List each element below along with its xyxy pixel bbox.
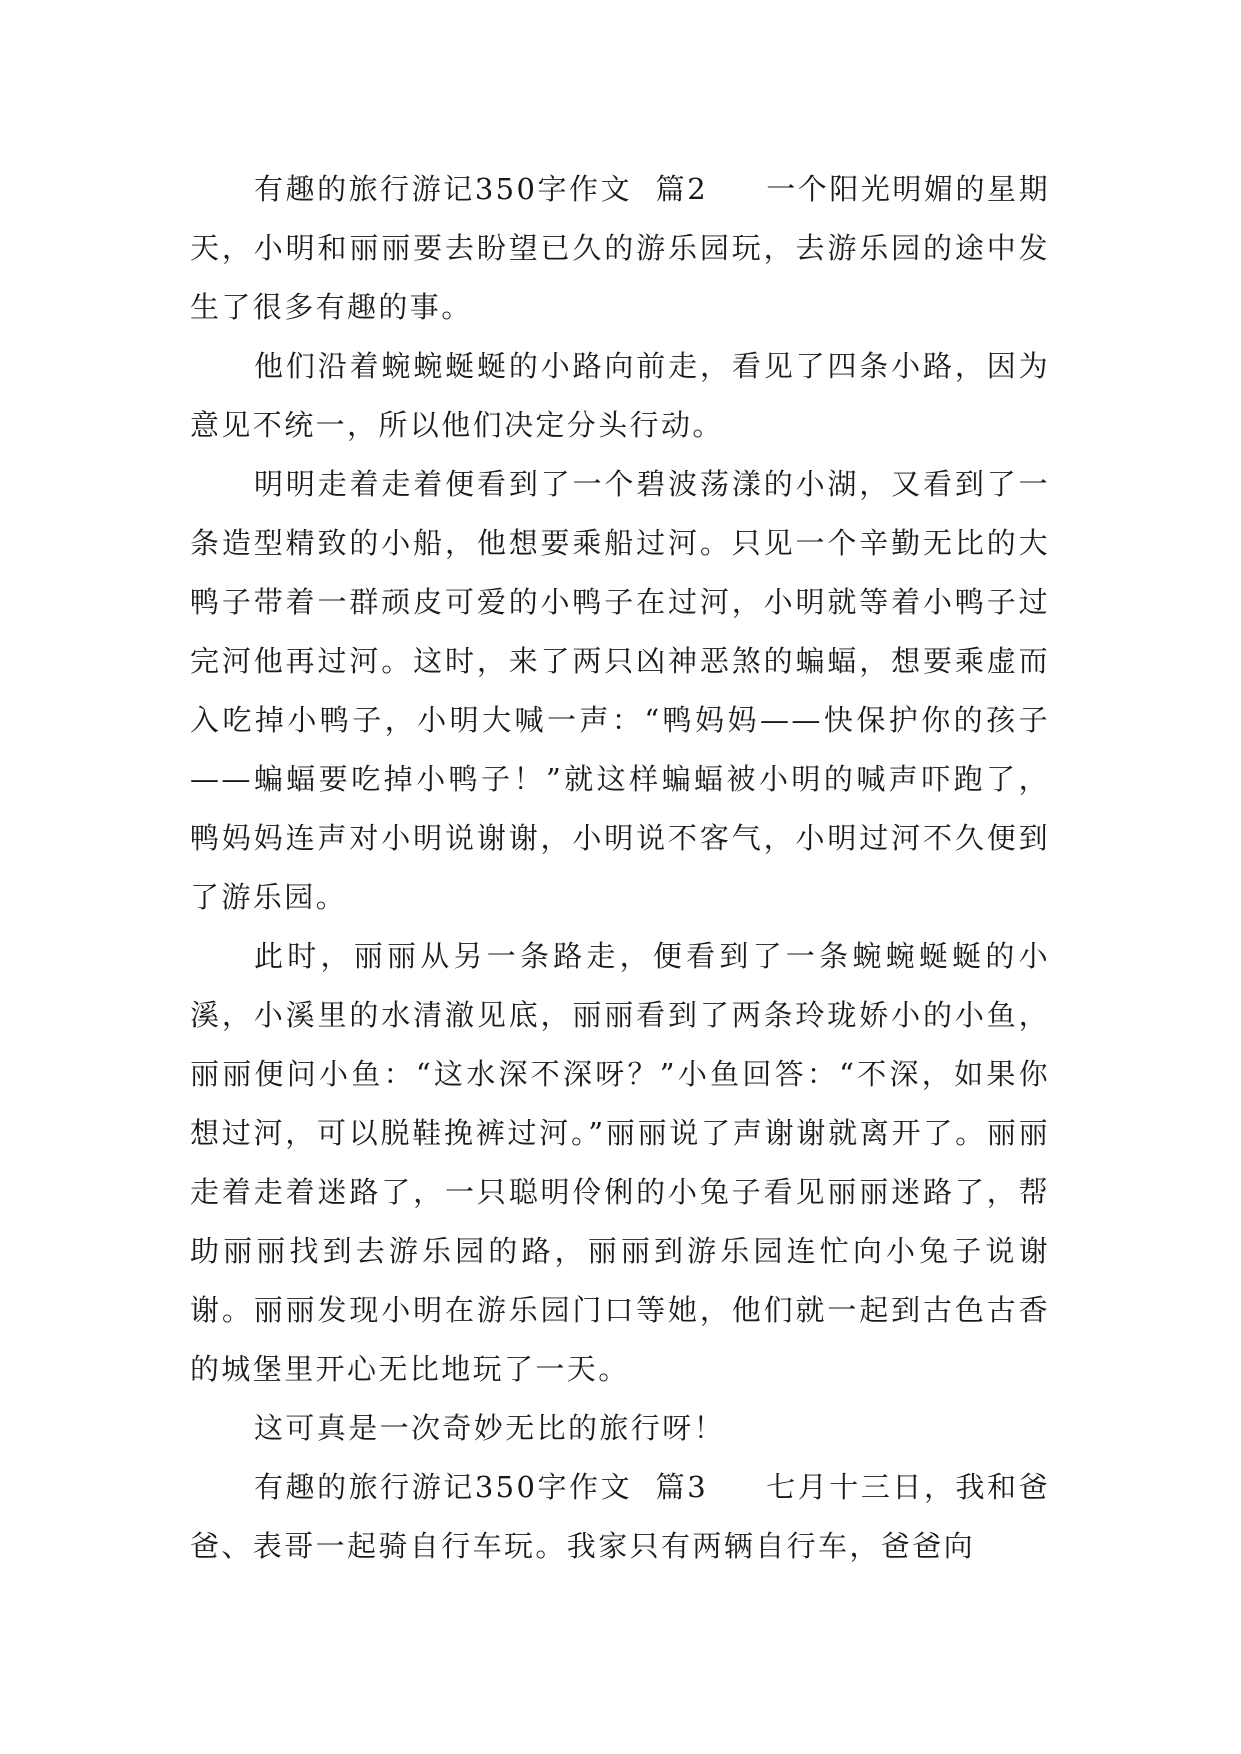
paragraph-2 <box>190 337 1050 455</box>
paragraph-text: 七月十三日，我和爸爸、表哥一起骑自行车玩。我家只有两辆自行车，爸爸向 <box>190 1470 1050 1563</box>
section-heading-2: 有趣的旅行游记350字作文 篇2 <box>254 172 709 206</box>
paragraph-4 <box>190 927 1050 1399</box>
paragraph-6 <box>190 1458 1050 1576</box>
section-heading-3: 有趣的旅行游记350字作文 篇3 <box>254 1470 709 1504</box>
paragraph-text: 这可真是一次奇妙无比的旅行呀！ <box>254 1411 726 1445</box>
paragraph-text: 一个阳光明媚的星期天，小明和丽丽要去盼望已久的游乐园玩，去游乐园的途中发生了很多有趣的事。 <box>190 172 1050 324</box>
document-body <box>190 160 1050 1576</box>
paragraph-3 <box>190 455 1050 927</box>
paragraph-text: 他们沿着蜿蜿蜒蜒的小路向前走，看见了四条小路，因为意见不统一，所以他们决定分头行动。 <box>190 349 1050 442</box>
paragraph-text: 此时，丽丽从另一条路走，便看到了一条蜿蜿蜒蜒的小溪，小溪里的水清澈见底，丽丽看到了两条玲珑娇小的小鱼，丽丽便问小鱼：“这水深不深呀？”小鱼回答：“不深，如果你想过河，可以脱鞋挽裤过河。”丽丽说了声谢谢就离开了。丽丽走着走着迷路了，一只聪明伶俐的小兔子看见丽丽迷路了，帮助丽丽找到去游乐园的路，丽丽到游乐园连忙向小兔子说谢谢。丽丽发现小明在游乐园门口等她，他们就一起到古色古香的城堡里开心无比地玩了一天。 <box>190 939 1050 1386</box>
paragraph-text: 明明走着走着便看到了一个碧波荡漾的小湖，又看到了一条造型精致的小船，他想要乘船过河。只见一个辛勤无比的大鸭子带着一群顽皮可爱的小鸭子在过河，小明就等着小鸭子过完河他再过河。这时，来了两只凶神恶煞的蝙蝠，想要乘虚而入吃掉小鸭子，小明大喊一声：“鸭妈妈——快保护你的孩子——蝙蝠要吃掉小鸭子！”就这样蝙蝠被小明的喊声吓跑了，鸭妈妈连声对小明说谢谢，小明说不客气，小明过河不久便到了游乐园。 <box>190 467 1050 914</box>
paragraph-5 <box>190 1399 1050 1458</box>
paragraph-1 <box>190 160 1050 337</box>
